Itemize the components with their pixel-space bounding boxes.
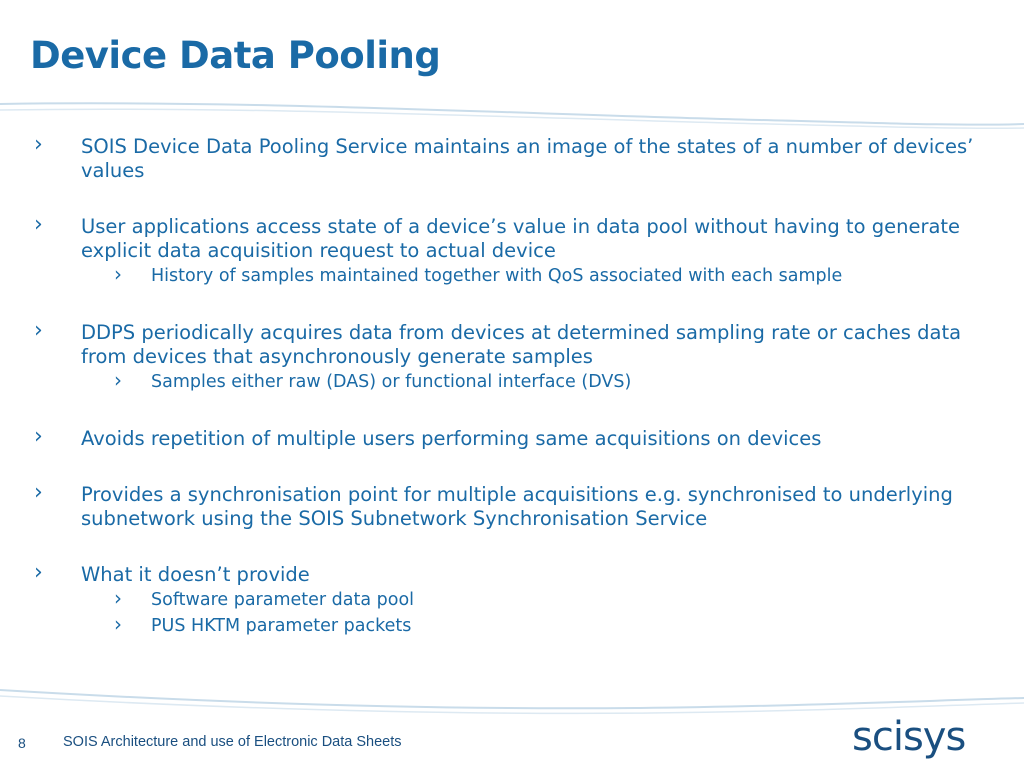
bullet-4-text: Avoids repetition of multiple users performing same acquisitions on devices [81,427,822,450]
slide-content [34,132,994,639]
bullet-5 [34,480,994,531]
chevron-icon: › [34,480,43,505]
chevron-icon: › [34,212,43,237]
bullet-6 [34,560,994,587]
bullet-6-sub-2-text: PUS HKTM parameter packets [151,616,412,636]
bullet-4 [34,424,994,451]
bullet-6-sub-1-text: Software parameter data pool [151,590,415,610]
bullet-5-text: Provides a synchronisation point for multiple acquisitions e.g. synchronised to underlying subnetwork using the SOIS Subnetwork Synchronisation Service [81,483,953,530]
bullet-6-sub-2 [34,613,994,639]
bullet-3-sub-1-text: Samples either raw (DAS) or functional interface (DVS) [151,372,632,392]
scisys-logo [852,712,982,762]
bullet-3-sub-1 [34,369,994,395]
bullet-2 [34,212,994,263]
chevron-icon: › [34,560,43,585]
bullet-1 [34,132,994,183]
page-number: 8 [18,735,26,751]
bullet-6-text: What it doesn’t provide [81,563,310,586]
bullet-3-text: DDPS periodically acquires data from devices at determined sampling rate or caches data from devices that asynchronously generate samples [81,321,962,368]
chevron-icon: › [114,586,122,610]
chevron-icon: › [114,368,122,392]
bullet-3 [34,318,994,369]
bullet-2-sub-1 [34,263,994,289]
bullet-6-sub-1 [34,587,994,613]
slide-title: Device Data Pooling [30,34,441,77]
chevron-icon: › [34,132,43,157]
bullet-1-text: SOIS Device Data Pooling Service maintains an image of the states of a number of devices’ values [81,135,974,182]
chevron-icon: › [114,612,122,636]
logo-text: scisys [852,714,966,760]
chevron-icon: › [34,318,43,343]
bullet-2-sub-1-text: History of samples maintained together with QoS associated with each sample [151,266,843,286]
chevron-icon: › [114,262,122,286]
chevron-icon: › [34,424,43,449]
footer-text: SOIS Architecture and use of Electronic Data Sheets [63,734,402,750]
bullet-2-text: User applications access state of a device’s value in data pool without having to generate explicit data acquisition request to actual device [81,215,961,262]
